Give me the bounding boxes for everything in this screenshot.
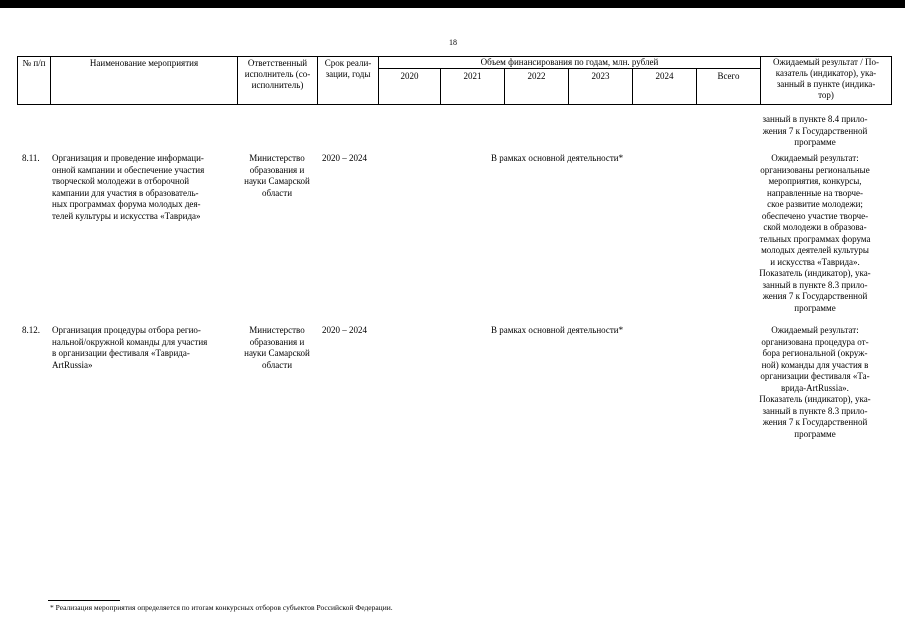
header-period-line: зации, годы (325, 69, 371, 79)
row-description (52, 153, 236, 222)
description-line: онной кампании и обеспечение участия (52, 164, 205, 175)
result-line: программе (794, 137, 836, 147)
executor-line: науки Самарской (244, 176, 310, 186)
result-line: жения 7 к Государственной (762, 291, 868, 301)
header-result (761, 57, 891, 101)
row-period: 2020 – 2024 (322, 153, 367, 163)
result-line: обеспечено участие творче- (761, 210, 869, 221)
result-line: бора региональной (окруж- (762, 348, 868, 358)
header-executor-line: исполнитель (со- (244, 69, 311, 79)
executor-line: образования и (249, 164, 305, 175)
result-line: занный в пункте 8.3 прило- (762, 279, 868, 290)
result-line: организована процедура от- (761, 336, 869, 347)
header-executor-line: исполнитель) (251, 80, 304, 90)
result-line: организации фестиваля «Та- (760, 371, 870, 381)
result-line: врида-ArtRussia». (781, 382, 849, 393)
result-line: и искусства «Таврида». (770, 256, 860, 267)
row-result (745, 153, 885, 314)
funding-subheader-rule (378, 68, 760, 69)
header-year: 2024 (655, 71, 674, 81)
row-number: 8.12. (22, 325, 40, 335)
header-result-line: Ожидаемый результат / По- (773, 57, 879, 67)
row-executor (236, 153, 318, 199)
header-year: 2020 (400, 71, 419, 81)
description-line: нальной/окружной команды для участия (52, 336, 208, 347)
table-header (17, 56, 892, 105)
result-line: жения 7 к Государственной (762, 125, 868, 136)
executor-line: образования и (249, 336, 305, 347)
page-number: 18 (449, 38, 457, 47)
header-name: Наименование мероприятия (89, 58, 199, 68)
carryover-result (745, 114, 885, 149)
header-result-line: занный в пункте (индика- (776, 79, 876, 89)
row-funding: В рамках основной деятельности* (491, 325, 624, 335)
result-line: Показатель (индикатор), ука- (759, 394, 871, 404)
row-executor (236, 325, 318, 371)
description-line: творческой молодежи в отборочной (52, 176, 190, 186)
result-line: ской молодежи в образова- (763, 222, 867, 232)
header-total: Всего (717, 71, 740, 81)
description-line: Организация и проведение информаци- (52, 153, 204, 163)
result-line: тельных программах форума (759, 233, 871, 244)
result-line: мероприятия, конкурсы, (768, 176, 862, 186)
col-divider (891, 56, 892, 105)
result-line: занный в пункте 8.4 прило- (762, 114, 868, 124)
description-line: Организация процедуры отбора регио- (52, 325, 201, 335)
result-line: жения 7 к Государственной (762, 417, 868, 427)
header-funding: Объем финансирования по годам, млн. рублей (480, 57, 659, 67)
executor-line: науки Самарской (244, 348, 310, 358)
description-line: телей культуры и искусства «Таврида» (52, 210, 201, 221)
header-period (318, 58, 378, 80)
row-description (52, 325, 236, 371)
header-executor-line: Ответственный (247, 58, 308, 68)
description-line: ArtRussia» (52, 359, 93, 370)
result-line: программе (794, 428, 836, 439)
result-line: ной) команды для участия в (761, 359, 869, 370)
description-line: в организации фестиваля «Таврида- (52, 348, 190, 358)
result-line: ское развитие молодежи; (767, 199, 863, 209)
header-year: 2022 (527, 71, 546, 81)
result-line: занный в пункте 8.3 прило- (762, 405, 868, 416)
executor-line: области (261, 359, 293, 370)
header-executor (238, 58, 317, 91)
result-line: организованы региональные (760, 164, 870, 175)
header-result-line: казатель (индикатор), ука- (775, 68, 877, 78)
header-num: № п/п (22, 58, 46, 68)
result-line: Ожидаемый результат: (771, 153, 859, 163)
header-period-line: Срок реали- (324, 58, 372, 68)
result-line: Показатель (индикатор), ука- (759, 268, 871, 278)
row-period: 2020 – 2024 (322, 325, 367, 335)
executor-line: Министерство (249, 153, 305, 163)
row-funding: В рамках основной деятельности* (491, 153, 624, 163)
result-line: Ожидаемый результат: (771, 325, 859, 335)
result-line: направленные на творче- (766, 187, 864, 198)
header-result-line: тор) (818, 90, 834, 100)
header-year: 2021 (463, 71, 482, 81)
row-result (745, 325, 885, 440)
footnote-rule (48, 600, 120, 601)
executor-line: области (261, 187, 293, 198)
header-year: 2023 (591, 71, 610, 81)
footnote: * Реализация мероприятия определяется по итогам конкурсных отборов субъектов Российской Федерации. (50, 603, 393, 612)
description-line: ных программах форума молодых дея- (52, 199, 201, 209)
description-line: кампании для участия в образователь- (52, 187, 199, 198)
executor-line: Министерство (249, 325, 305, 335)
row-number: 8.11. (22, 153, 40, 163)
scan-top-border (0, 0, 905, 8)
result-line: программе (794, 302, 836, 313)
result-line: молодых деятелей культуры (761, 245, 869, 255)
